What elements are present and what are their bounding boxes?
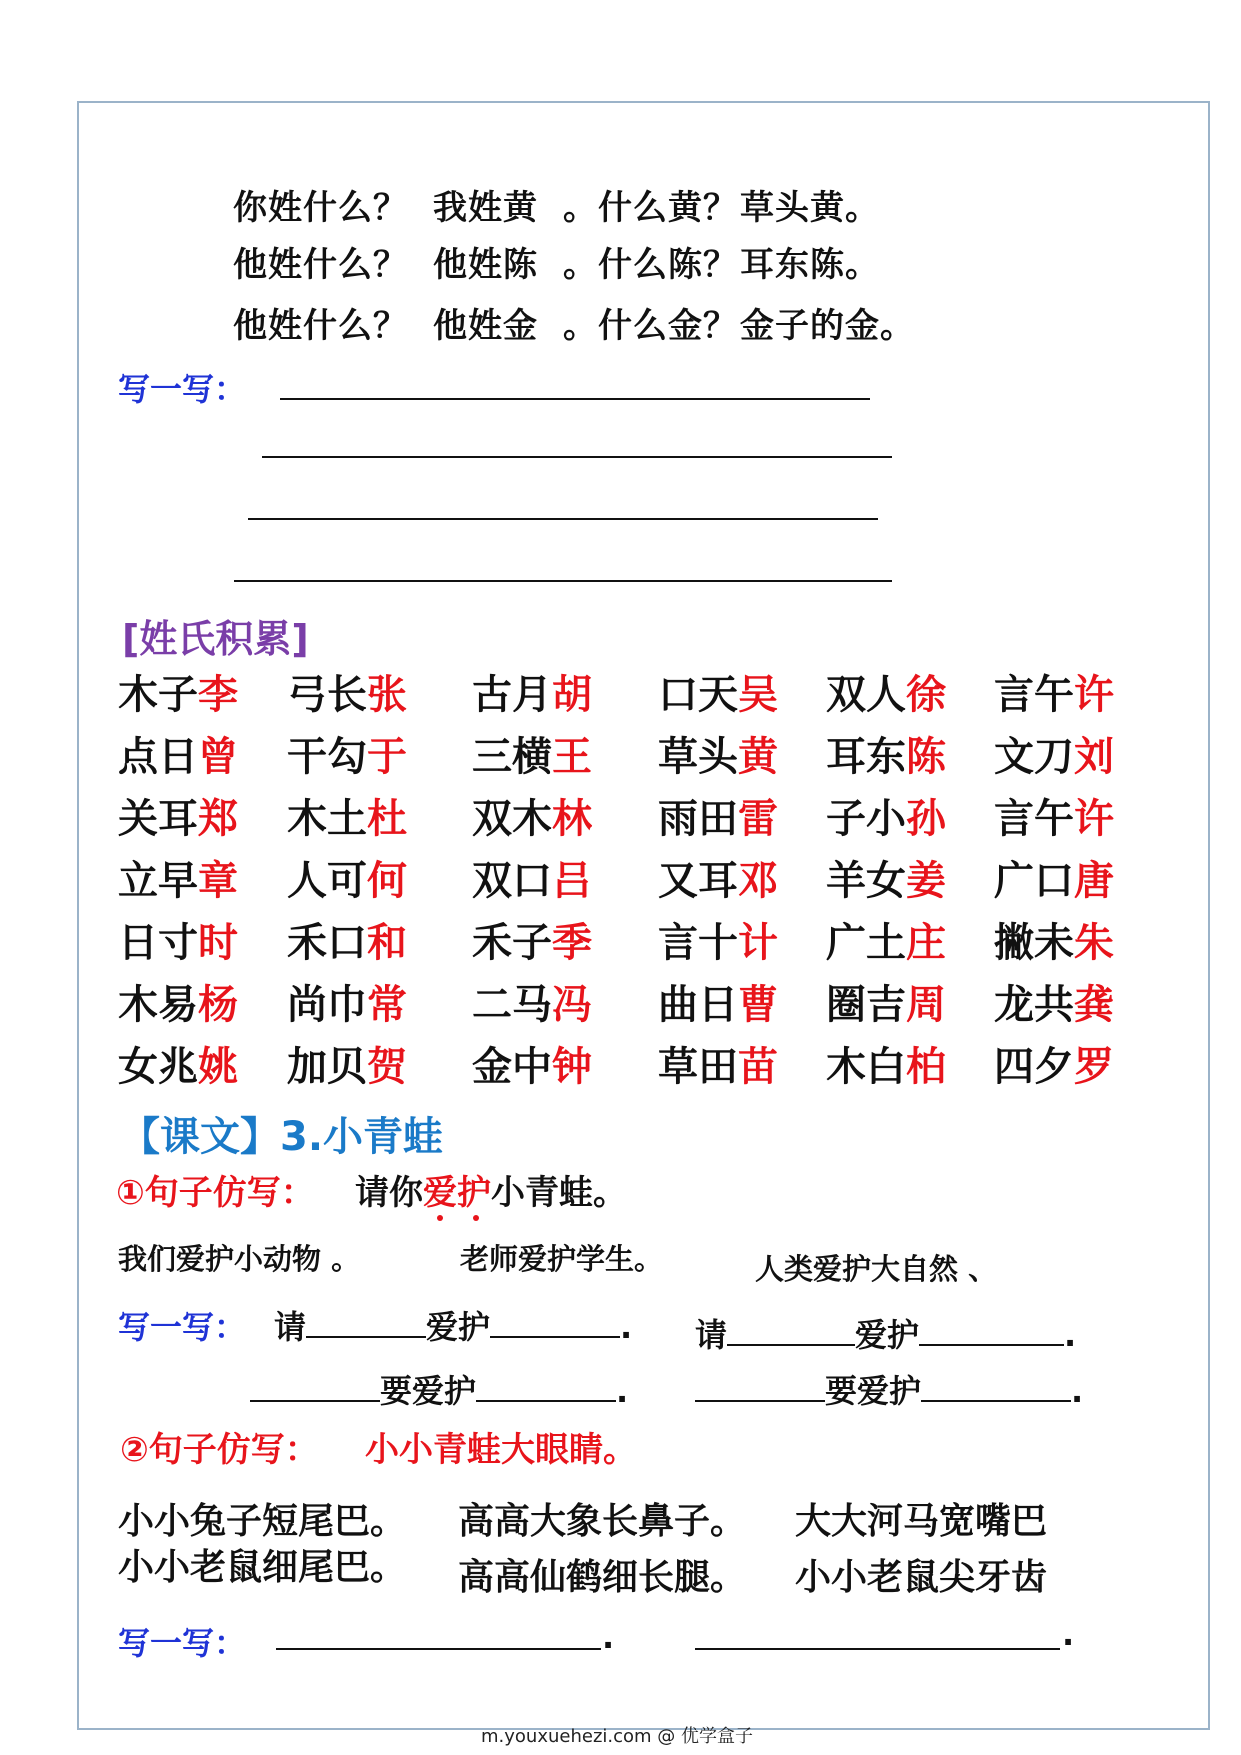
- surname-riddle: 古月: [472, 672, 552, 718]
- surname-riddle: 二马: [472, 982, 552, 1028]
- blank[interactable]: [490, 1310, 620, 1338]
- surname-riddle: 雨田: [658, 796, 738, 842]
- surname-character: 陈: [906, 734, 946, 780]
- surname-entry: [994, 849, 1114, 906]
- fill-blank-sentence: 请 爱护 .: [695, 1316, 1077, 1354]
- surname-character: 于: [367, 734, 407, 780]
- surname-character: 许: [1074, 672, 1114, 718]
- blank[interactable]: [727, 1318, 855, 1346]
- surname-character: 庄: [906, 920, 946, 966]
- surname-character: 季: [552, 920, 592, 966]
- surname-riddle: 又耳: [658, 858, 738, 904]
- surname-character: 李: [198, 672, 238, 718]
- surname-riddle: 加贝: [287, 1044, 367, 1090]
- surname-entry: [826, 725, 946, 782]
- surname-character: 柏: [906, 1044, 946, 1090]
- dialog-reply: 草头黄。: [740, 188, 880, 228]
- lesson-title: 【课文】3.小青蛙: [120, 1114, 444, 1160]
- surname-section-title: [姓氏积累]: [122, 617, 309, 661]
- surname-character: 姚: [198, 1044, 238, 1090]
- surname-entry: [118, 663, 238, 720]
- surname-character: 孙: [906, 796, 946, 842]
- surname-entry: [118, 1035, 238, 1092]
- dialog-answer: 他姓金: [433, 306, 538, 346]
- write-line[interactable]: [695, 1648, 1060, 1650]
- surname-riddle: 人可: [287, 858, 367, 904]
- surname-entry: [287, 663, 407, 720]
- surname-riddle: 双口: [472, 858, 552, 904]
- surname-riddle: 子小: [826, 796, 906, 842]
- surname-riddle: 耳东: [826, 734, 906, 780]
- surname-entry: [826, 911, 946, 968]
- surname-riddle: 口天: [658, 672, 738, 718]
- surname-riddle: 尚巾: [287, 982, 367, 1028]
- surname-entry: [826, 787, 946, 844]
- surname-character: 曾: [198, 734, 238, 780]
- surname-riddle: 草头: [658, 734, 738, 780]
- surname-entry: [658, 849, 778, 906]
- dialog-followup: 。什么金？: [563, 306, 738, 346]
- blank[interactable]: [695, 1374, 825, 1402]
- surname-character: 刘: [1074, 734, 1114, 780]
- surname-riddle: 言午: [994, 672, 1074, 718]
- write-line[interactable]: [262, 456, 892, 458]
- surname-character: 姜: [906, 858, 946, 904]
- blank[interactable]: [921, 1374, 1071, 1402]
- surname-entry: [118, 911, 238, 968]
- dialog-answer: 他姓陈: [433, 245, 538, 285]
- write-label: 写一写：: [118, 1624, 247, 1662]
- surname-entry: [118, 849, 238, 906]
- surname-entry: [658, 725, 778, 782]
- surname-riddle: 撇未: [994, 920, 1074, 966]
- exercise-2-sample: 高高仙鹤细长腿。: [458, 1557, 747, 1598]
- fill-blank-sentence: 要爱护 .: [695, 1366, 1083, 1412]
- surname-character: 何: [367, 858, 407, 904]
- surname-riddle: 双木: [472, 796, 552, 842]
- surname-entry: [658, 973, 778, 1030]
- write-line[interactable]: [276, 1648, 601, 1650]
- fill-blank-sentence: 要爱护 .: [250, 1366, 628, 1412]
- surname-character: 杜: [367, 796, 407, 842]
- dialog-followup: 。什么黄？: [563, 188, 738, 228]
- surname-entry: [472, 663, 592, 720]
- surname-entry: [118, 787, 238, 844]
- surname-riddle: 木白: [826, 1044, 906, 1090]
- write-line[interactable]: [234, 580, 892, 582]
- highlight-word: 爱护: [423, 1173, 491, 1213]
- dialog-question: 你姓什么？: [233, 188, 408, 228]
- surname-character: 王: [552, 734, 592, 780]
- surname-character: 张: [367, 672, 407, 718]
- surname-riddle: 言十: [658, 920, 738, 966]
- dialog-reply: 金子的金。: [740, 306, 915, 346]
- surname-entry: [472, 787, 592, 844]
- blank[interactable]: [476, 1374, 616, 1402]
- surname-entry: [994, 1035, 1114, 1092]
- dialog-line-1: [233, 180, 408, 229]
- surname-character: 章: [198, 858, 238, 904]
- exercise-2-sample: 小小老鼠细尾巴。: [118, 1547, 407, 1588]
- surname-character: 郑: [198, 796, 238, 842]
- surname-riddle: 草田: [658, 1044, 738, 1090]
- dialog-line-2: 他姓什么？: [233, 245, 408, 285]
- exercise-2-label: ②句子仿写：: [120, 1430, 319, 1470]
- surname-entry: [658, 1035, 778, 1092]
- exercise-1-sample: 我们爱护小动物 。: [118, 1242, 361, 1276]
- surname-character: 杨: [198, 982, 238, 1028]
- write-line[interactable]: [248, 518, 878, 520]
- surname-riddle: 禾子: [472, 920, 552, 966]
- exercise-2-sample: 大大河马宽嘴巴: [795, 1501, 1048, 1542]
- surname-riddle: 立早: [118, 858, 198, 904]
- surname-entry: [826, 973, 946, 1030]
- surname-riddle: 干勾: [287, 734, 367, 780]
- surname-entry: [287, 725, 407, 782]
- dialog-followup: 。什么陈？: [563, 245, 738, 285]
- surname-character: 罗: [1074, 1044, 1114, 1090]
- surname-riddle: 木易: [118, 982, 198, 1028]
- surname-entry: [472, 725, 592, 782]
- surname-entry: [658, 663, 778, 720]
- surname-riddle: 禾口: [287, 920, 367, 966]
- surname-character: 黄: [738, 734, 778, 780]
- surname-riddle: 女兆: [118, 1044, 198, 1090]
- surname-riddle: 羊女: [826, 858, 906, 904]
- surname-character: 唐: [1074, 858, 1114, 904]
- surname-riddle: 三横: [472, 734, 552, 780]
- surname-riddle: 弓长: [287, 672, 367, 718]
- surname-entry: [994, 663, 1114, 720]
- write-label: 写一写：: [118, 370, 247, 408]
- surname-riddle: 文刀: [994, 734, 1074, 780]
- footer-watermark: m.youxuehezi.com @ 优学盒子: [481, 1726, 754, 1747]
- blank[interactable]: [250, 1374, 380, 1402]
- surname-riddle: 点日: [118, 734, 198, 780]
- surname-riddle: 龙共: [994, 982, 1074, 1028]
- surname-character: 冯: [552, 982, 592, 1028]
- surname-character: 许: [1074, 796, 1114, 842]
- surname-entry: [472, 911, 592, 968]
- surname-character: 常: [367, 982, 407, 1028]
- surname-entry: [287, 849, 407, 906]
- surname-entry: [994, 911, 1114, 968]
- surname-character: 钟: [552, 1044, 592, 1090]
- surname-character: 苗: [738, 1044, 778, 1090]
- surname-character: 林: [552, 796, 592, 842]
- surname-entry: [658, 787, 778, 844]
- surname-riddle: 双人: [826, 672, 906, 718]
- surname-entry: [826, 663, 946, 720]
- dialog-reply: 耳东陈。: [740, 245, 880, 285]
- surname-entry: [658, 911, 778, 968]
- surname-entry: [472, 849, 592, 906]
- exercise-2-sample: 高高大象长鼻子。: [458, 1501, 747, 1542]
- fill-blank-sentence: 请 爱护 .: [274, 1308, 633, 1346]
- surname-riddle: 金中: [472, 1044, 552, 1090]
- write-label: 写一写：: [118, 1308, 247, 1346]
- surname-character: 雷: [738, 796, 778, 842]
- surname-entry: [472, 973, 592, 1030]
- surname-character: 周: [906, 982, 946, 1028]
- surname-riddle: 四夕: [994, 1044, 1074, 1090]
- exercise-2-sample: 小小兔子短尾巴。: [118, 1501, 407, 1542]
- surname-character: 朱: [1074, 920, 1114, 966]
- surname-entry: [994, 725, 1114, 782]
- blank[interactable]: [919, 1318, 1064, 1346]
- surname-entry: [118, 973, 238, 1030]
- surname-riddle: 曲日: [658, 982, 738, 1028]
- surname-entry: [994, 787, 1114, 844]
- surname-character: 贺: [367, 1044, 407, 1090]
- period: .: [1062, 1615, 1075, 1653]
- period: .: [602, 1618, 615, 1656]
- surname-entry: [118, 725, 238, 782]
- surname-entry: [287, 911, 407, 968]
- surname-character: 时: [198, 920, 238, 966]
- surname-riddle: 木子: [118, 672, 198, 718]
- surname-riddle: 关耳: [118, 796, 198, 842]
- surname-entry: [994, 973, 1114, 1030]
- exercise-2-sample: 小小老鼠尖牙齿: [795, 1557, 1048, 1598]
- surname-entry: [287, 973, 407, 1030]
- surname-entry: [826, 1035, 946, 1092]
- blank[interactable]: [306, 1310, 426, 1338]
- exercise-1-sample: 人类爱护大自然 、: [755, 1252, 998, 1286]
- exercise-2-model: 小小青蛙大眼睛。: [365, 1430, 637, 1470]
- surname-entry: [287, 1035, 407, 1092]
- surname-riddle: 广口: [994, 858, 1074, 904]
- surname-character: 龚: [1074, 982, 1114, 1028]
- dialog-answer: 我姓黄: [433, 188, 538, 228]
- exercise-1-model: 请你爱护 小青蛙。: [355, 1165, 627, 1214]
- write-line[interactable]: [280, 398, 870, 400]
- exercise-1-label: ①句子仿写：: [116, 1173, 315, 1213]
- surname-riddle: 日寸: [118, 920, 198, 966]
- surname-character: 徐: [906, 672, 946, 718]
- surname-entry: [472, 1035, 592, 1092]
- surname-character: 计: [738, 920, 778, 966]
- surname-character: 曹: [738, 982, 778, 1028]
- surname-riddle: 圈吉: [826, 982, 906, 1028]
- exercise-1-sample: 老师爱护学生。: [460, 1242, 664, 1276]
- dialog-line-3: 他姓什么？: [233, 306, 408, 346]
- surname-riddle: 广土: [826, 920, 906, 966]
- surname-character: 胡: [552, 672, 592, 718]
- surname-entry: [287, 787, 407, 844]
- surname-character: 邓: [738, 858, 778, 904]
- surname-character: 和: [367, 920, 407, 966]
- surname-character: 吕: [552, 858, 592, 904]
- surname-riddle: 木土: [287, 796, 367, 842]
- surname-riddle: 言午: [994, 796, 1074, 842]
- surname-entry: [826, 849, 946, 906]
- surname-character: 吴: [738, 672, 778, 718]
